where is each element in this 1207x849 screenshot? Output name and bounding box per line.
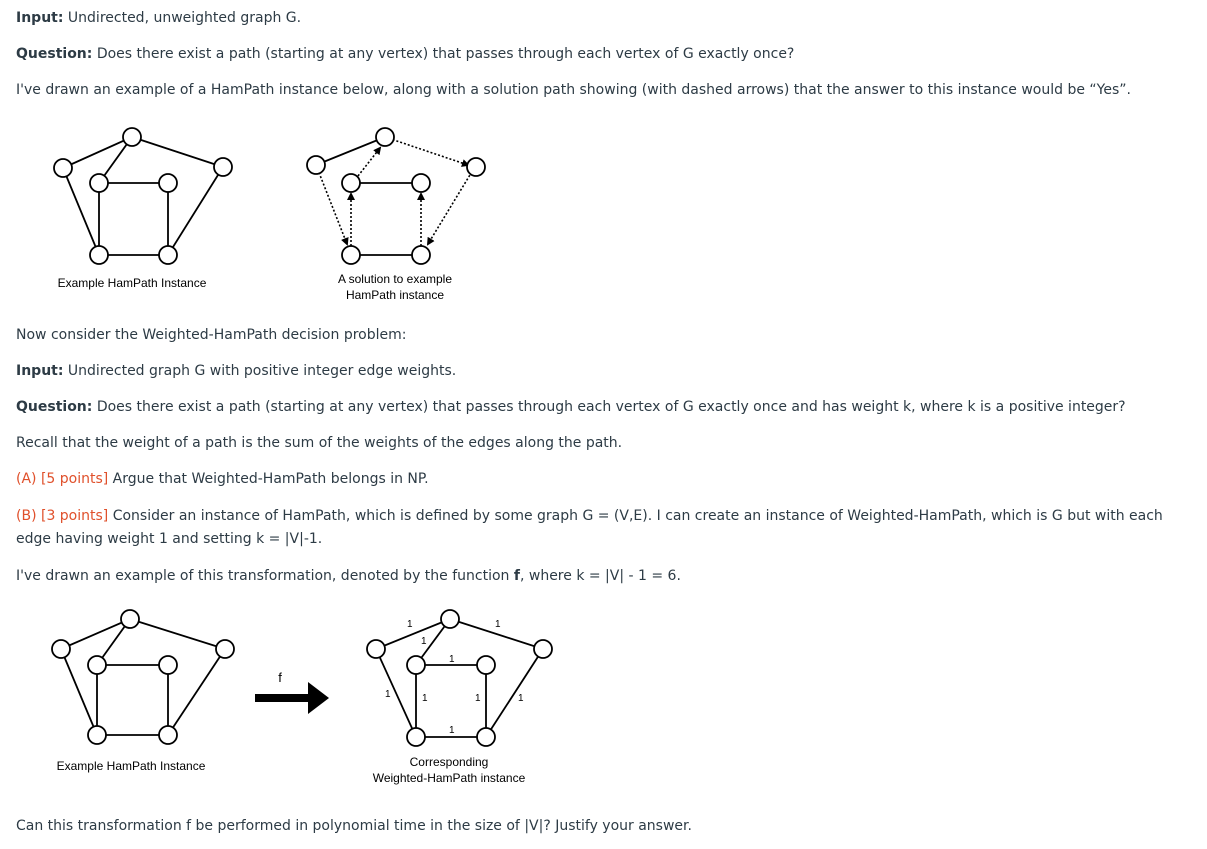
weight-label: 1 bbox=[449, 725, 455, 736]
final-question: Can this transformation f be performed in polynomial time in the size of |V|? Justify your answer. bbox=[16, 818, 692, 834]
graph-left bbox=[63, 137, 223, 255]
example-intro: I've drawn an example of a HamPath instance below, along with a solution path showing (with dashed arrows) that the answer to this instance would be “Yes”. bbox=[16, 82, 1131, 98]
path-weight-note: Recall that the weight of a path is the sum of the weights of the edges along the path. bbox=[16, 435, 623, 451]
part-b-text: Consider an instance of HamPath, which is defined by some graph G = (V,E). I can create an instance of Weighted-HamPath, which is G but with each edge having weight 1 and setting k = |V|-1. bbox=[16, 508, 1163, 547]
graph2-left bbox=[61, 619, 225, 735]
figure-hampath-example bbox=[40, 120, 560, 320]
question-text: Does there exist a path (starting at any vertex) that passes through each vertex of G exactly once? bbox=[92, 46, 795, 62]
transformation-fname: f bbox=[513, 568, 520, 584]
weighted-question-label: Question: bbox=[16, 399, 93, 415]
weighted-input-line bbox=[16, 360, 1191, 383]
weight-label: 1 bbox=[385, 689, 391, 700]
weight-label: 1 bbox=[475, 693, 481, 704]
weighted-question-text: Does there exist a path (starting at any vertex) that passes through each vertex of G exactly once and has weight k, where k is a positive integer? bbox=[92, 399, 1126, 415]
transformation-text-after: , where k = |V| - 1 = 6. bbox=[519, 568, 681, 584]
caption2-left: Example HamPath Instance bbox=[56, 759, 206, 773]
weight-label: 1 bbox=[407, 619, 413, 630]
caption-right-line1: A solution to example bbox=[337, 272, 453, 286]
graph-right bbox=[316, 137, 421, 255]
part-a-label: (A) [5 points] bbox=[16, 471, 109, 487]
part-b-label: (B) [3 points] bbox=[16, 508, 109, 524]
input-line bbox=[16, 7, 1191, 30]
part-b bbox=[16, 505, 1191, 551]
question-line bbox=[16, 43, 1191, 66]
weighted-question-line bbox=[16, 396, 1191, 419]
part-a-text: Argue that Weighted-HamPath belongs in NP. bbox=[108, 471, 429, 487]
weight-label: 1 bbox=[422, 693, 428, 704]
input-text: Undirected, unweighted graph G. bbox=[63, 10, 302, 26]
weighted-input-text: Undirected graph G with positive integer edge weights. bbox=[63, 363, 457, 379]
graph-right-vertices bbox=[307, 128, 485, 264]
weighted-intro: Now consider the Weighted-HamPath decision problem: bbox=[16, 327, 407, 343]
transformation-text-before: I've drawn an example of this transformation, denoted by the function bbox=[16, 568, 514, 584]
weight-label: 1 bbox=[421, 636, 427, 647]
weight-label: 1 bbox=[518, 693, 524, 704]
caption-right-line2: HamPath instance bbox=[345, 288, 445, 302]
figure-transformation bbox=[40, 600, 600, 790]
weighted-input-label: Input: bbox=[16, 363, 64, 379]
question-label: Question: bbox=[16, 46, 93, 62]
transform-arrow bbox=[255, 670, 329, 714]
transformation-intro bbox=[16, 565, 1191, 588]
part-a bbox=[16, 468, 1191, 491]
input-label: Input: bbox=[16, 10, 64, 26]
caption2-right-line1: Corresponding bbox=[409, 755, 489, 769]
weight-label: 1 bbox=[495, 619, 501, 630]
graph2-right bbox=[376, 619, 543, 737]
caption-left: Example HamPath Instance bbox=[57, 276, 207, 290]
caption2-right-line2: Weighted-HamPath instance bbox=[372, 771, 526, 785]
solution-path-dashed bbox=[316, 137, 476, 246]
weight-label: 1 bbox=[449, 654, 455, 665]
arrow-label: f bbox=[278, 670, 282, 685]
